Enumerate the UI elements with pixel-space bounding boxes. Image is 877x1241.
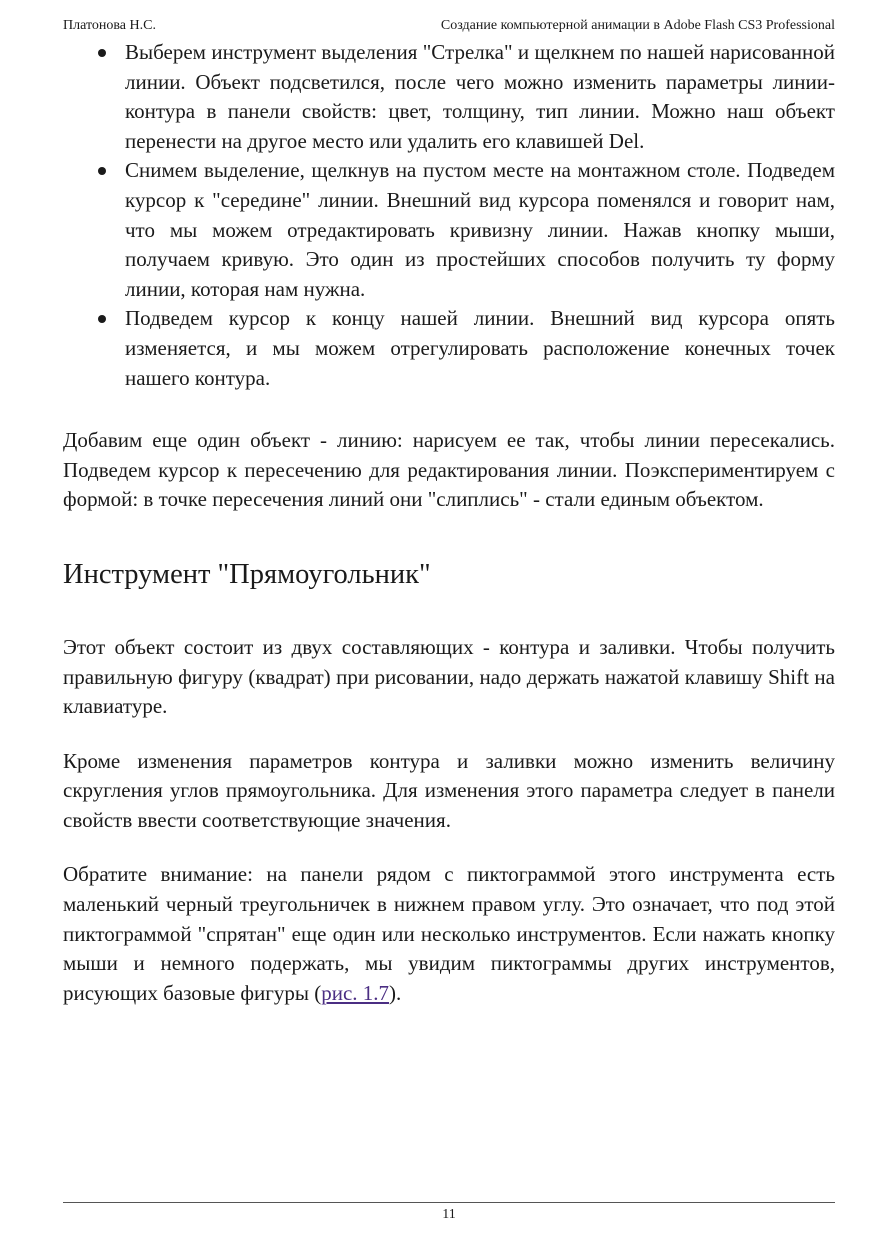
list-item (63, 156, 835, 304)
list-item-text: Выберем инструмент выделения "Стрелка" и щелкнем по нашей нарисованной линии. Объект подсветился, после чего можно изменить параметры линии-контура в панели свойств: цвет, толщину, тип линии. Можно наш объект перенести на другое место или удалить его клавишей Del. (125, 40, 835, 153)
list-item (63, 38, 835, 156)
attention-text-before-link: Обратите внимание: на панели рядом с пиктограммой этого инструмента есть маленький черный треугольничек в нижнем правом углу. Это означает, что под этой пиктограммой "спрятан" еще один или несколько инструментов. Если нажать кнопку мыши и немного подержать, мы увидим пиктограммы других инструментов, рисующих базовые фигуры ( (63, 862, 835, 1005)
figure-reference-link[interactable]: рис. 1.7 (321, 980, 390, 1005)
attention-text-after-link: ). (389, 980, 402, 1005)
list-item-text: Снимем выделение, щелкнув на пустом месте на монтажном столе. Подведем курсор к "середине" линии. Внешний вид курсора поменялся и говорит нам, что мы можем отредактировать кривизну линии. Нажав кнопку мыши, получаем кривую. Это один из простейших способов получить ту форму линии, которая нам нужна. (125, 158, 835, 301)
footer-divider (63, 1202, 835, 1203)
section-heading: Инструмент "Прямоугольник" (63, 558, 431, 590)
paragraph-attention (63, 860, 835, 1008)
page-number: 11 (442, 1207, 456, 1222)
header-author: Платонова Н.С. (63, 18, 156, 33)
bullet-list (63, 38, 835, 393)
page-header (63, 16, 835, 36)
page-content (63, 38, 835, 1008)
bullet-icon (98, 315, 106, 323)
bullet-icon (98, 167, 106, 175)
list-item-text: Подведем курсор к концу нашей линии. Внешний вид курсора опять изменяется, и мы можем отрегулировать расположение конечных точек нашего контура. (125, 306, 835, 390)
bullet-icon (98, 49, 106, 57)
list-item (63, 304, 835, 393)
header-book-title: Создание компьютерной анимации в Adobe Flash CS3 Professional (440, 18, 835, 33)
paragraph-corner-radius: Кроме изменения параметров контура и заливки можно изменить величину скругления углов прямоугольника. Для изменения этого параметра следует в панели свойств ввести соответствующие значения. (63, 748, 835, 832)
paragraph-object-parts: Этот объект состоит из двух составляющих - контура и заливки. Чтобы получить правильную фигуру (квадрат) при рисовании, надо держать нажатой клавишу Shift на клавиатуре. (63, 634, 835, 719)
paragraph-add-object: Добавим еще один объект - линию: нарисуем ее так, чтобы линии пересекались. Подведем курсор к пересечению для редактирования линии. Поэкспериментируем с формой: в точке пересечения линий они "слиплись" - стали единым объектом. (63, 428, 835, 512)
